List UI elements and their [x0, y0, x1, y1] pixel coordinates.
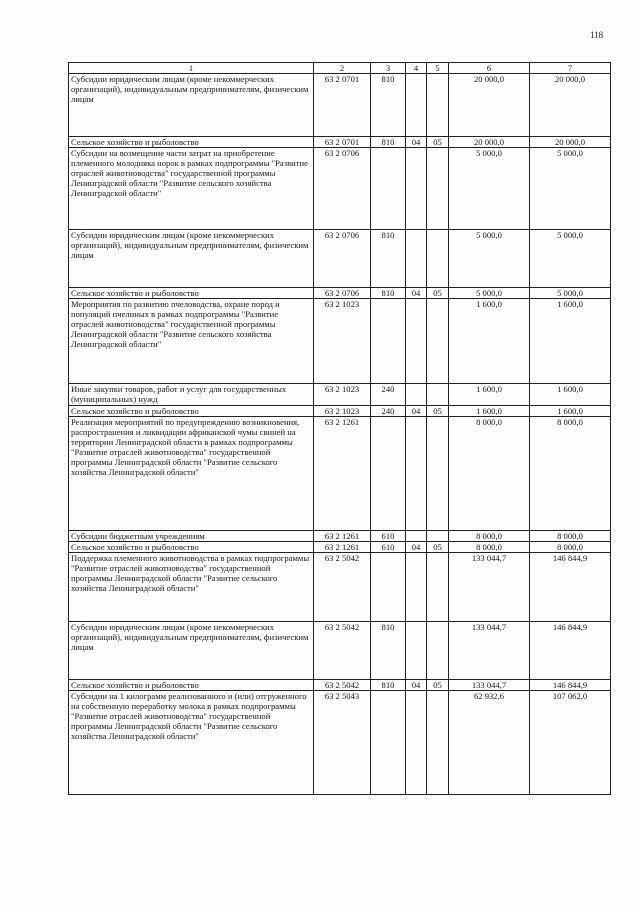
row-rz-cell — [406, 622, 427, 680]
row-vr-cell — [371, 691, 406, 795]
row-name-cell: Реализация мероприятий по предупреждению возникновения, распространения и ликвидации африканской чумы свиней на территории Ленинградской области в рамках подпрограммы "Развитие отраслей животноводства" государственной программы Ленинградской области "Развитие сельского хозяйства Ленинградской области" — [69, 417, 314, 531]
row-rz-cell: 04 — [406, 288, 427, 299]
row-pr-cell — [427, 230, 449, 288]
row-pr-cell — [427, 384, 449, 406]
row-code-cell: 63 2 5042 — [314, 553, 371, 622]
header-cell: 3 — [371, 63, 406, 74]
row-vr-cell — [371, 417, 406, 531]
row-pr-cell: 05 — [427, 288, 449, 299]
table-row — [69, 531, 611, 542]
row-vr-cell: 810 — [371, 680, 406, 691]
row-rz-cell — [406, 384, 427, 406]
table-row — [69, 288, 611, 299]
row-pr-cell — [427, 691, 449, 795]
row-sum2-cell: 146 844,9 — [530, 680, 611, 691]
header-cell: 6 — [449, 63, 530, 74]
row-sum2-cell: 20 000,0 — [530, 137, 611, 148]
row-pr-cell — [427, 299, 449, 384]
table-row — [69, 230, 611, 288]
row-code-cell: 63 2 0701 — [314, 137, 371, 148]
row-code-cell: 63 2 5042 — [314, 622, 371, 680]
row-code-cell: 63 2 0706 — [314, 230, 371, 288]
row-name-cell: Субсидии юридическим лицам (кроме некоммерческих организаций), индивидуальным предпринимателям, физическим лицам — [69, 622, 314, 680]
row-sum1-cell: 5 000,0 — [449, 288, 530, 299]
row-vr-cell — [371, 148, 406, 230]
row-sum2-cell: 5 000,0 — [530, 148, 611, 230]
row-pr-cell — [427, 622, 449, 680]
row-name-cell: Сельское хозяйство и рыболовство — [69, 137, 314, 148]
row-code-cell: 63 2 0706 — [314, 288, 371, 299]
row-sum2-cell: 8 000,0 — [530, 531, 611, 542]
row-name-cell: Субсидии юридическим лицам (кроме некоммерческих организаций), индивидуальным предпринимателям, физическим лицам — [69, 74, 314, 137]
header-cell: 2 — [314, 63, 371, 74]
row-code-cell: 63 2 1261 — [314, 531, 371, 542]
row-sum1-cell: 8 000,0 — [449, 542, 530, 553]
table-row — [69, 74, 611, 137]
row-code-cell: 63 2 1023 — [314, 406, 371, 417]
row-code-cell: 63 2 1261 — [314, 542, 371, 553]
row-rz-cell — [406, 691, 427, 795]
row-sum2-cell: 8 000,0 — [530, 542, 611, 553]
row-sum2-cell: 20 000,0 — [530, 74, 611, 137]
row-sum1-cell: 1 600,0 — [449, 384, 530, 406]
row-name-cell: Субсидии на 1 килограмм реализованного и (или) отгруженного на собственную переработку молока в рамках подпрограммы "Развитие отраслей животноводства" государственной программы Ленинградской области "Развитие сельского хозяйства Ленинградской области" — [69, 691, 314, 795]
budget-table — [68, 62, 611, 795]
row-rz-cell — [406, 531, 427, 542]
table-row — [69, 553, 611, 622]
row-sum1-cell: 1 600,0 — [449, 406, 530, 417]
row-sum1-cell: 62 932,6 — [449, 691, 530, 795]
header-cell: 4 — [406, 63, 427, 74]
row-name-cell: Сельское хозяйство и рыболовство — [69, 288, 314, 299]
row-rz-cell: 04 — [406, 137, 427, 148]
row-name-cell: Субсидии юридическим лицам (кроме некоммерческих организаций), индивидуальным предпринимателям, физическим лицам — [69, 230, 314, 288]
row-vr-cell: 610 — [371, 542, 406, 553]
row-rz-cell — [406, 417, 427, 531]
row-vr-cell — [371, 299, 406, 384]
header-cell: 7 — [530, 63, 611, 74]
row-vr-cell: 810 — [371, 622, 406, 680]
table-row — [69, 542, 611, 553]
row-rz-cell — [406, 230, 427, 288]
row-sum1-cell: 8 000,0 — [449, 417, 530, 531]
row-sum1-cell: 5 000,0 — [449, 148, 530, 230]
row-pr-cell: 05 — [427, 680, 449, 691]
row-code-cell: 63 2 5042 — [314, 680, 371, 691]
table-row — [69, 148, 611, 230]
row-vr-cell: 240 — [371, 406, 406, 417]
row-pr-cell — [427, 531, 449, 542]
row-vr-cell: 810 — [371, 288, 406, 299]
row-rz-cell — [406, 74, 427, 137]
row-name-cell: Иные закупки товаров, работ и услуг для государственных (муниципальных) нужд — [69, 384, 314, 406]
row-name-cell: Субсидии на возмещение части затрат на приобретение племенного молодняка норок в рамках подпрограммы "Развитие отраслей животноводства" государственной программы Ленинградской области "Развитие сельского хозяйства Ленинградской области" — [69, 148, 314, 230]
row-sum2-cell: 1 600,0 — [530, 406, 611, 417]
row-code-cell: 63 2 0701 — [314, 74, 371, 137]
row-sum2-cell: 107 062,0 — [530, 691, 611, 795]
table-row — [69, 299, 611, 384]
row-sum2-cell: 5 000,0 — [530, 230, 611, 288]
row-name-cell: Сельское хозяйство и рыболовство — [69, 406, 314, 417]
row-rz-cell: 04 — [406, 542, 427, 553]
row-vr-cell: 810 — [371, 230, 406, 288]
row-name-cell: Сельское хозяйство и рыболовство — [69, 680, 314, 691]
row-name-cell: Поддержка племенного животноводства в рамках подпрограммы "Развитие отраслей животноводства" государственной программы Ленинградской области "Развитие сельского хозяйства Ленинградской области" — [69, 553, 314, 622]
row-sum2-cell: 5 000,0 — [530, 288, 611, 299]
row-rz-cell — [406, 553, 427, 622]
row-rz-cell — [406, 148, 427, 230]
row-vr-cell: 810 — [371, 74, 406, 137]
row-sum2-cell: 8 000,0 — [530, 417, 611, 531]
page-number: 118 — [590, 30, 604, 40]
row-vr-cell: 610 — [371, 531, 406, 542]
table-row — [69, 622, 611, 680]
row-pr-cell: 05 — [427, 137, 449, 148]
row-sum2-cell: 146 844,9 — [530, 622, 611, 680]
row-sum1-cell: 8 000,0 — [449, 531, 530, 542]
table-row — [69, 680, 611, 691]
row-sum2-cell: 1 600,0 — [530, 299, 611, 384]
table-row — [69, 384, 611, 406]
row-code-cell: 63 2 1261 — [314, 417, 371, 531]
row-sum2-cell: 146 844,9 — [530, 553, 611, 622]
table-row — [69, 691, 611, 795]
row-sum2-cell: 1 600,0 — [530, 384, 611, 406]
row-sum1-cell: 20 000,0 — [449, 74, 530, 137]
row-sum1-cell: 133 044,7 — [449, 553, 530, 622]
row-rz-cell: 04 — [406, 680, 427, 691]
table-row — [69, 406, 611, 417]
row-sum1-cell: 133 044,7 — [449, 622, 530, 680]
row-rz-cell — [406, 299, 427, 384]
budget-table-body — [69, 63, 611, 795]
row-pr-cell — [427, 553, 449, 622]
row-vr-cell: 240 — [371, 384, 406, 406]
table-row — [69, 417, 611, 531]
row-vr-cell — [371, 553, 406, 622]
row-code-cell: 63 2 5043 — [314, 691, 371, 795]
row-sum1-cell: 20 000,0 — [449, 137, 530, 148]
row-code-cell: 63 2 0706 — [314, 148, 371, 230]
row-pr-cell — [427, 74, 449, 137]
row-vr-cell: 810 — [371, 137, 406, 148]
row-name-cell: Сельское хозяйство и рыболовство — [69, 542, 314, 553]
table-row — [69, 137, 611, 148]
row-name-cell: Мероприятия по развитию пчеловодства, охране пород и популяций пчелиных в рамках подпрограммы "Развитие отраслей животноводства" государственной программы Ленинградской области "Развитие сельского хозяйства Ленинградской области" — [69, 299, 314, 384]
row-pr-cell: 05 — [427, 542, 449, 553]
row-code-cell: 63 2 1023 — [314, 299, 371, 384]
header-cell: 5 — [427, 63, 449, 74]
row-pr-cell — [427, 417, 449, 531]
table-header-row — [69, 63, 611, 74]
row-sum1-cell: 133 044,7 — [449, 680, 530, 691]
row-sum1-cell: 5 000,0 — [449, 230, 530, 288]
row-code-cell: 63 2 1023 — [314, 384, 371, 406]
row-pr-cell — [427, 148, 449, 230]
row-pr-cell: 05 — [427, 406, 449, 417]
row-sum1-cell: 1 600,0 — [449, 299, 530, 384]
row-rz-cell: 04 — [406, 406, 427, 417]
row-name-cell: Субсидии бюджетным учреждениям — [69, 531, 314, 542]
header-cell: 1 — [69, 63, 314, 74]
